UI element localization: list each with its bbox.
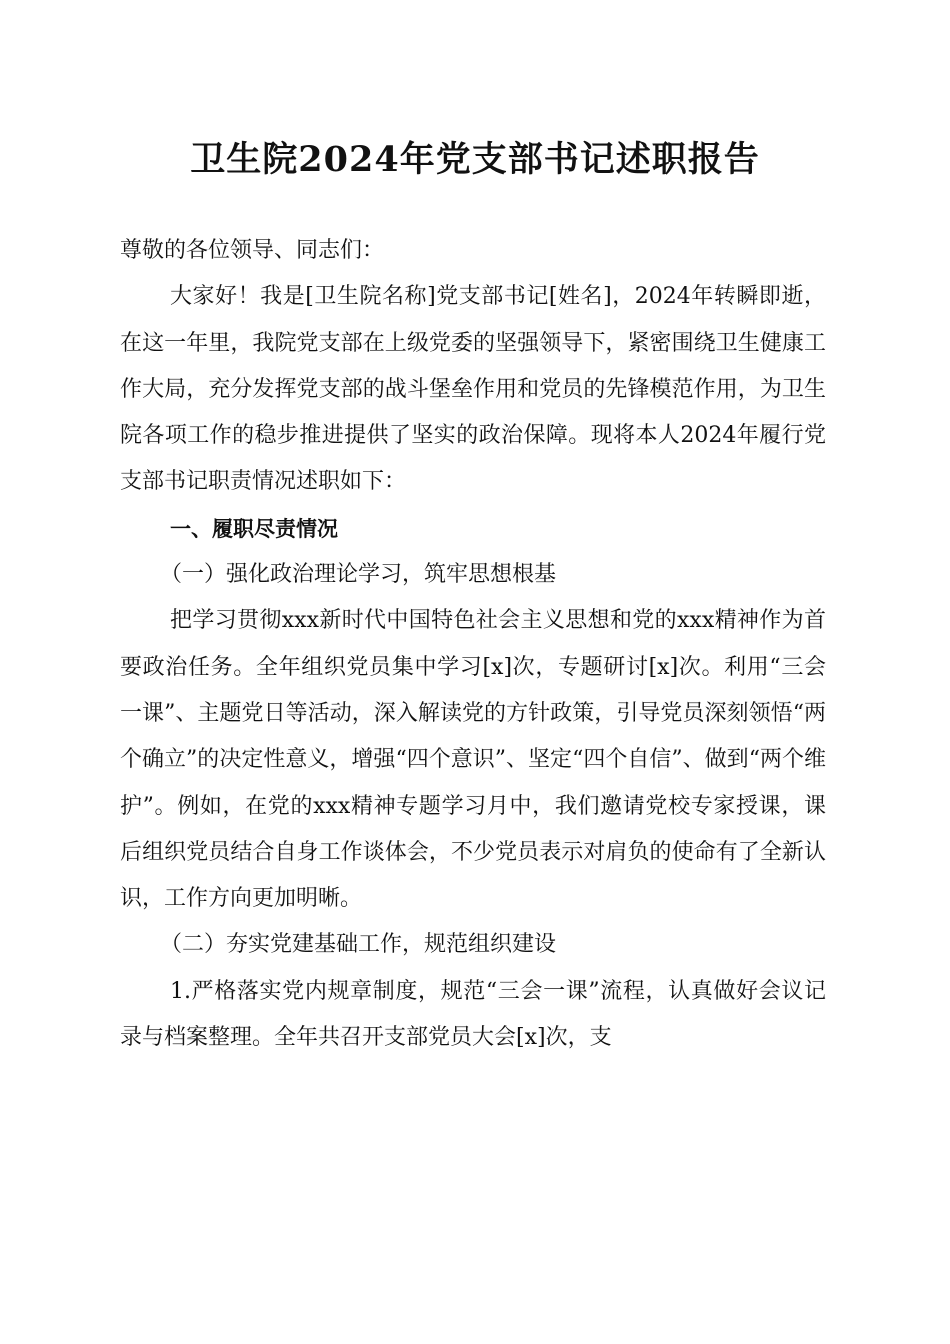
- document-body: [120, 228, 826, 1061]
- document-title: 卫生院2024年党支部书记述职报告: [190, 139, 760, 180]
- subsection-heading-2: （二）夯实党建基础工作，规范组织建设: [160, 932, 557, 958]
- salutation: 尊敬的各位领导、同志们：: [120, 238, 385, 263]
- subsection-paragraph-1: 把学习贯彻xxx新时代中国特色社会主义思想和党的xxx精神作为首要政治任务。全年组织党员集中学习[x]次，专题研讨[x]次。利用“三会一课”、主题党日等活动，深入解读党的方针政策，引导党员深刻领悟“两个确立”的决定性意义，增强“四个意识”、坚定“四个自信”、做到“两个维护”。例如，在党的xxx精神专题学习月中，我们邀请党校专家授课，课后组织党员结合自身工作谈体会，不少党员表示对肩负的使命有了全新认识，工作方向更加明晰。: [120, 608, 826, 912]
- subsection-paragraph-2: 1.严格落实党内规章制度，规范“三会一课”流程，认真做好会议记录与档案整理。全年共召开支部党员大会[x]次，支: [120, 978, 826, 1051]
- subsection-heading-1: （一）强化政治理论学习，筑牢思想根基: [160, 562, 557, 588]
- intro-paragraph: 大家好！我是[卫生院名称]党支部书记[姓名]，2024年转瞬即逝，在这一年里，我院党支部在上级党委的坚强领导下，紧密围绕卫生健康工作大局，充分发挥党支部的战斗堡垒作用和党员的先锋模范作用，为卫生院各项工作的稳步推进提供了坚实的政治保障。现将本人2024年履行党支部书记职责情况述职如下：: [120, 284, 826, 495]
- section-heading-1: 一、履职尽责情况: [170, 516, 338, 541]
